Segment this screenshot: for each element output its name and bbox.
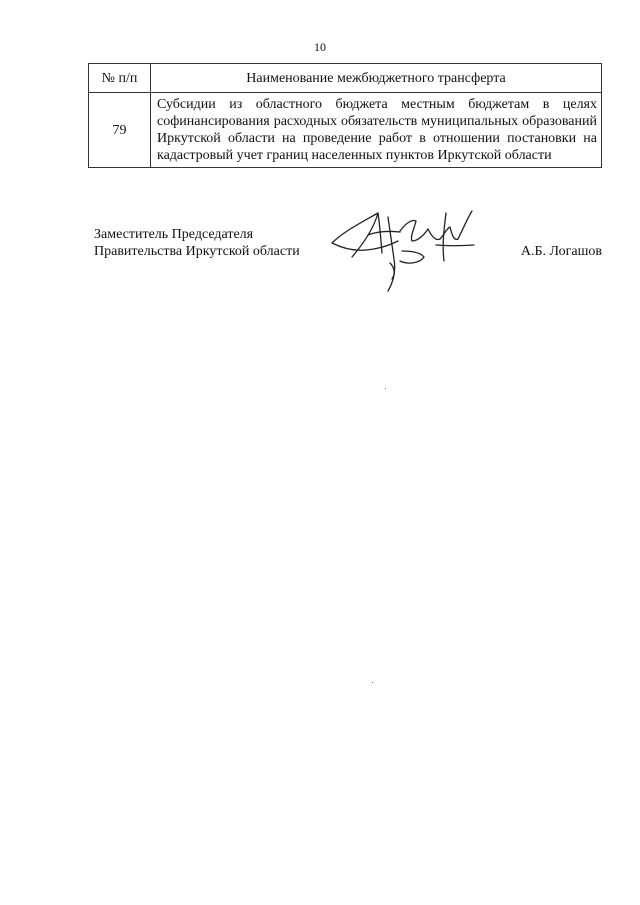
header-transfer-name: Наименование межбюджетного трансферта: [151, 64, 602, 93]
row-transfer-name: Субсидии из областного бюджета местным бюджетам в целях софинансирования расходных обязательств муниципальных образований Иркутской области на проведение работ в отношении постановки на кадастровый учет границ населенных пунктов Иркутской области: [151, 93, 602, 168]
table-row: [89, 93, 602, 168]
page-number: 10: [314, 40, 326, 54]
table-header-row: [89, 64, 602, 93]
signatory-position-line1: Заместитель Председателя: [94, 227, 254, 242]
signer-name: А.Б. Логашов: [520, 244, 602, 259]
signatory-position: [94, 226, 300, 260]
scan-speck: [385, 388, 386, 389]
signatory-position-line2: Правительства Иркутской области: [94, 244, 300, 259]
row-number: 79: [89, 93, 151, 168]
handwritten-signature: [328, 205, 484, 297]
header-number: № п/п: [89, 64, 151, 93]
scan-speck: [372, 682, 373, 683]
transfers-table: [88, 63, 602, 168]
